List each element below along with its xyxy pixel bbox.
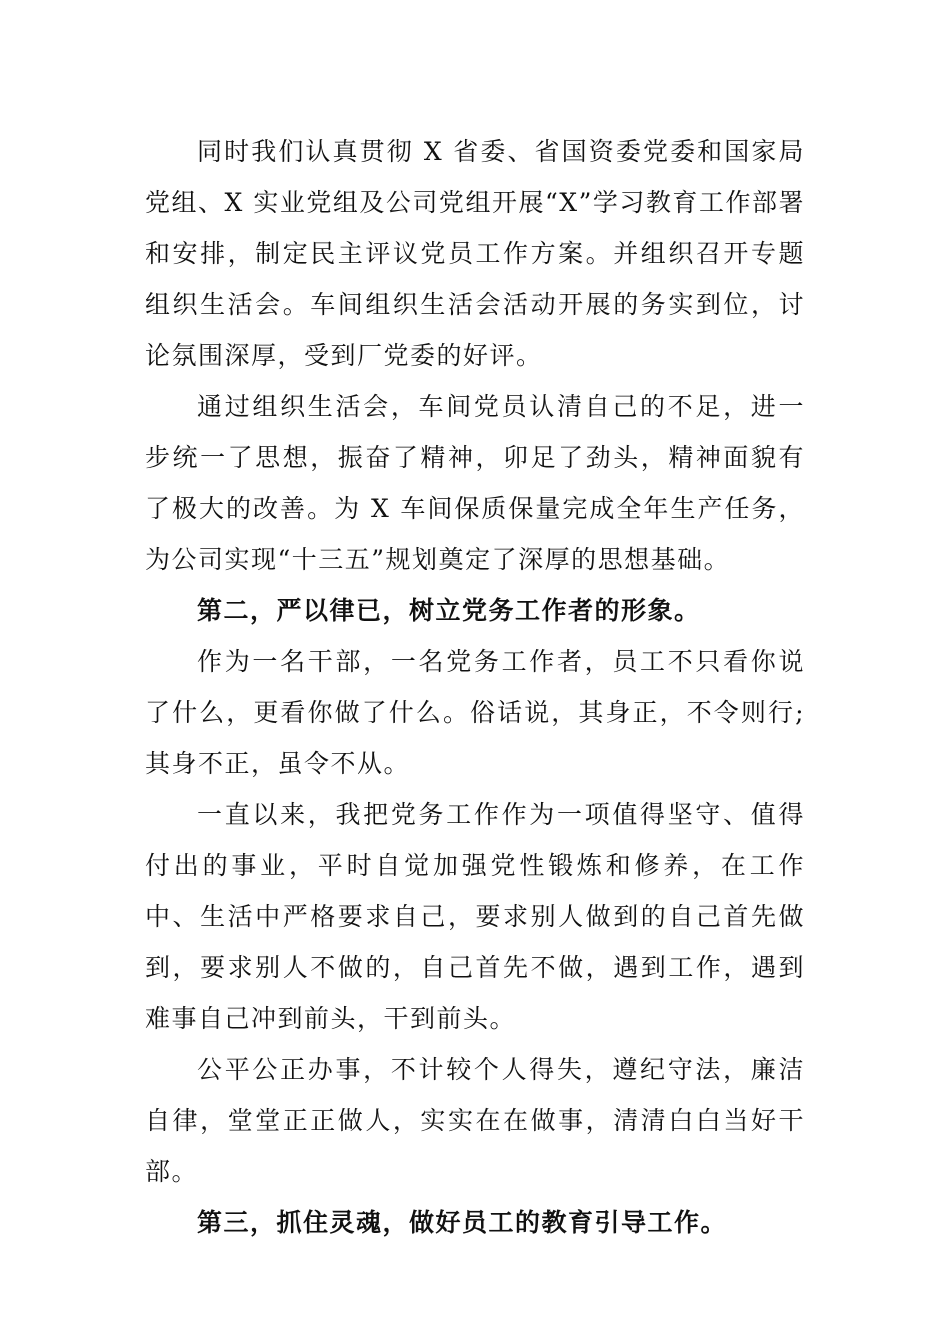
paragraph-cadre-role: 作为一名干部，一名党务工作者，员工不只看你说了什么，更看你做了什么。俗话说，其身正，不令则行;其身不正，虽令不从。 <box>145 647 805 778</box>
paragraph-self-discipline: 一直以来，我把党务工作作为一项值得坚守、值得付出的事业，平时自觉加强党性锻炼和修养，在工作中、生活中严格要求自己，要求别人做到的自己首先做到，要求别人不做的，自己首先不做，遇到工作，遇到难事自己冲到前头，干到前头。 <box>145 800 805 1033</box>
paragraph-study-education: 同时我们认真贯彻 X 省委、省国资委党委和国家局党组、X 实业党组及公司党组开展“X”学习教育工作部署和安排，制定民主评议党员工作方案。并组织召开专题组织生活会。车间组织生活会活动开展的务实到位，讨论氛围深厚，受到厂党委的好评。 <box>145 137 805 370</box>
section-heading-second: 第二，严以律已，树立党务工作者的形象。 <box>197 596 701 625</box>
paragraph-life-meeting-outcome: 通过组织生活会，车间党员认清自己的不足，进一步统一了思想，振奋了精神，卯足了劲头，精神面貌有了极大的改善。为 X 车间保质保量完成全年生产任务，为公司实现“十三五”规划奠定了深厚的思想基础。 <box>145 392 805 574</box>
section-heading-third: 第三，抓住灵魂，做好员工的教育引导工作。 <box>197 1208 728 1237</box>
paragraph-integrity: 公平公正办事，不计较个人得失，遵纪守法，廉洁自律，堂堂正正做人，实实在在做事，清清白白当好干部。 <box>145 1055 805 1186</box>
document-body <box>145 126 805 1248</box>
